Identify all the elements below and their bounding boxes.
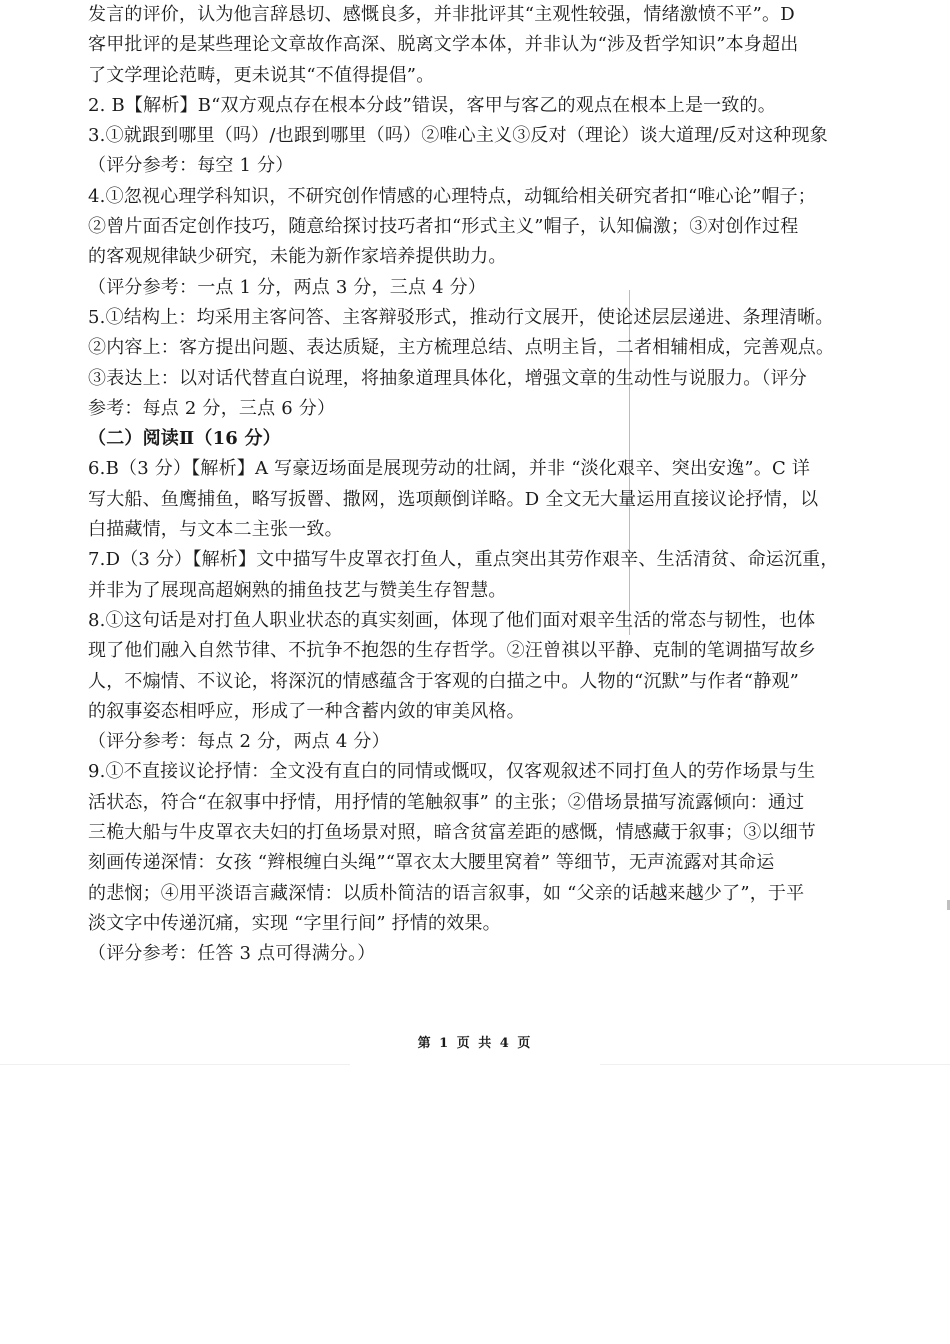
text-line: 客甲批评的是某些理论文章故作高深、脱离文学本体，并非认为“涉及哲学知识”本身超出	[88, 34, 799, 56]
text-line: 的客观规律缺少研究，未能为新作家培养提供助力。	[88, 246, 507, 268]
text-line: 活状态，符合“在叙事中抒情，用抒情的笔触叙事” 的主张；②借场景描写流露倾向：通过	[88, 791, 805, 813]
text-line: 了文学理论范畴，更未说其“不值得提倡”。	[88, 64, 435, 86]
text-line: 现了他们融入自然节律、不抗争不抱怨的生存哲学。②汪曾祺以平静、克制的笔调描写故乡	[88, 640, 816, 662]
text-line: ②曾片面否定创作技巧，随意给探讨技巧者扣“形式主义”帽子，认知偏激；③对创作过程	[88, 216, 799, 238]
text-line: 并非为了展现高超娴熟的捕鱼技艺与赞美生存智慧。	[88, 579, 507, 601]
text-line: 三桅大船与牛皮罩衣夫妇的打鱼场景对照，暗含贫富差距的感慨，情感藏于叙事；③以细节	[88, 822, 816, 844]
answer-3: 3.①就跟到哪里（吗）/也跟到哪里（吗）②唯心主义③反对（理论）谈大道理/反对这种现象	[88, 125, 828, 147]
scoring-note: （评分参考：每点 2 分，两点 4 分）	[88, 731, 390, 753]
text-line: ②内容上：客方提出问题、表达质疑，主方梳理总结、点明主旨，二者相辅相成，完善观点。	[88, 337, 835, 359]
text-line: 的叙事姿态相呼应，形成了一种含蓄内敛的审美风格。	[88, 700, 525, 722]
text-line: 白描藏情，与文本二主张一致。	[88, 519, 343, 541]
section-heading: （二）阅读Ⅱ（16 分）	[88, 428, 281, 450]
scan-divider	[600, 1064, 950, 1065]
scoring-note: （评分参考：一点 1 分，两点 3 分，三点 4 分）	[88, 276, 487, 298]
answer-text-body	[88, 0, 864, 970]
text-line: ③表达上：以对话代替直白说理，将抽象道理具体化，增强文章的生动性与说服力。（评分	[88, 367, 807, 389]
text-line: 淡文字中传递沉痛，实现 “字里行间” 抒情的效果。	[88, 912, 501, 934]
paper-crease	[629, 290, 630, 635]
scoring-note: （评分参考：每空 1 分）	[88, 155, 294, 177]
text-line: 写大船、鱼鹰捕鱼，略写扳罾、撒网，选项颠倒详略。D 全文无大量运用直接议论抒情，以	[88, 488, 819, 510]
answer-9: 9.①不直接议论抒情：全文没有直白的同情或慨叹，仅客观叙述不同打鱼人的劳作场景与生	[88, 761, 816, 783]
scoring-note: 参考：每点 2 分，三点 6 分）	[88, 397, 336, 419]
scoring-note: （评分参考：任答 3 点可得满分。）	[88, 943, 376, 965]
answer-6: 6.B（3 分）【解析】A 写豪迈场面是展现劳动的壮阔，并非 “淡化艰辛、突出安逸”。C 详	[88, 458, 811, 480]
text-line: 发言的评价，认为他言辞恳切、感慨良多，并非批评其“主观性较强，情绪激愤不平”。D	[88, 4, 795, 25]
answer-2: 2. B【解析】B“双方观点存在根本分歧”错误，客甲与客乙的观点在根本上是一致的。	[88, 94, 776, 116]
answer-5: 5.①结构上：均采用主客问答、主客辩驳形式，推动行文展开，使论述层层递进、条理清晰。	[88, 306, 834, 328]
answer-4: 4.①忽视心理学科知识，不研究创作情感的心理特点，动辄给相关研究者扣“唯心论”帽子；	[88, 185, 816, 207]
text-line: 的悲悯；④用平淡语言藏深情：以质朴简洁的语言叙事，如 “父亲的话越来越少了”，于平	[88, 882, 805, 904]
scan-divider	[0, 1064, 350, 1065]
text-line: 刻画传递深情：女孩 “辫根缠白头绳”“罩衣太大腰里窝着” 等细节，无声流露对其命运	[88, 852, 775, 874]
answer-7: 7.D（3 分）【解析】文中描写牛皮罩衣打鱼人，重点突出其劳作艰辛、生活清贫、命运沉重，	[88, 549, 839, 571]
page-number-footer: 第 1 页 共 4 页	[417, 1036, 533, 1051]
text-line: 人，不煽情、不议论，将深沉的情感蕴含于客观的白描之中。人物的“沉默”与作者“静观”	[88, 670, 800, 692]
answer-8: 8.①这句话是对打鱼人职业状态的真实刻画，体现了他们面对艰辛生活的常态与韧性，也体	[88, 609, 816, 631]
